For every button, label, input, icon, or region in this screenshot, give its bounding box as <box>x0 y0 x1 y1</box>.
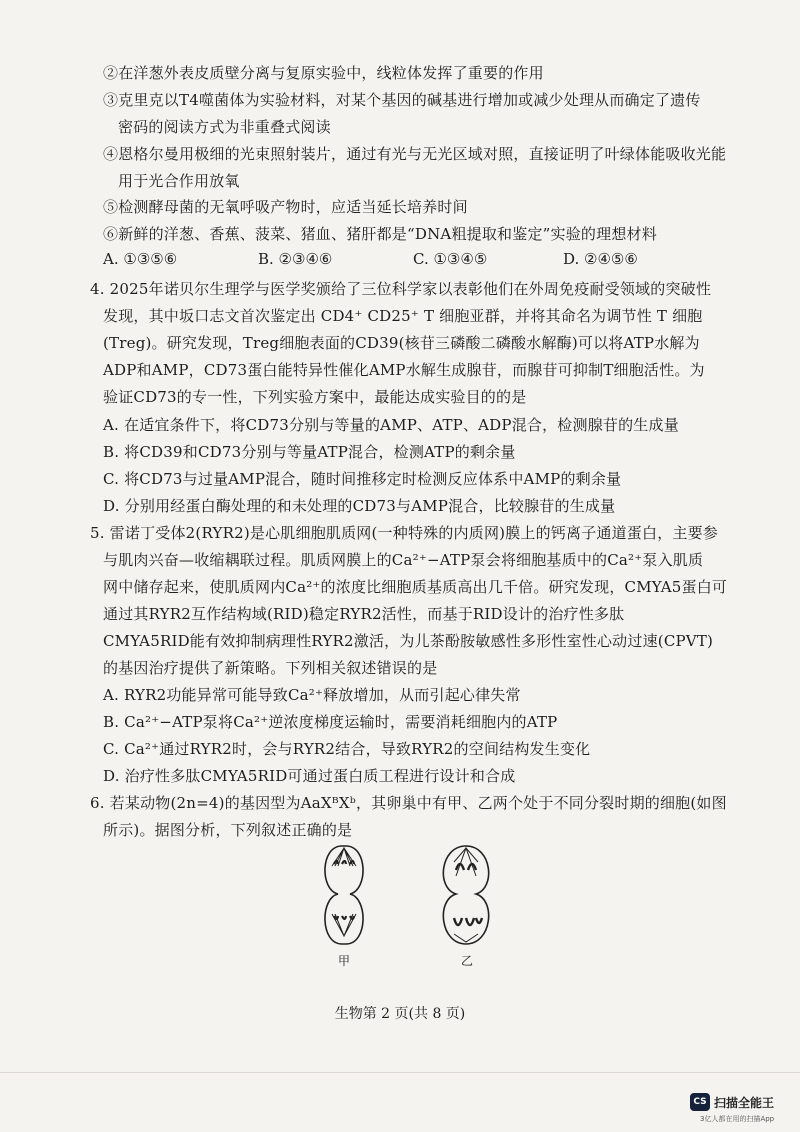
statement-4: ④恩格尔曼用极细的光束照射装片，通过有光与无光区域对照，直接证明了叶绿体能吸收光能 <box>103 145 727 163</box>
q4-stem-3: (Treg)。研究发现，Treg细胞表面的CD39(核苷三磷酸二磷酸水解酶)可以将ATP水解为 <box>103 334 700 352</box>
camscanner-tagline: 3亿人都在用的扫描App <box>700 1115 775 1123</box>
q4-option-d: D. 分别用经蛋白酶处理的和未处理的CD73与AMP混合，比较腺苷的生成量 <box>103 497 616 515</box>
q4-stem-1: 4. 2025年诺贝尔生理学与医学奖颁给了三位科学家以表彰他们在外周免疫耐受领域的突破性 <box>90 280 712 298</box>
statement-2: ②在洋葱外表皮质壁分离与复原实验中，线粒体发挥了重要的作用 <box>103 64 544 82</box>
camscanner-watermark <box>690 1093 790 1129</box>
q5-stem-3: 网中储存起来，使肌质网内Ca²⁺的浓度比细胞质基质高出几千倍。研究发现，CMYA5蛋白可 <box>103 578 728 596</box>
q5-option-b: B. Ca²⁺−ATP泵将Ca²⁺逆浓度梯度运输时，需要消耗细胞内的ATP <box>103 713 558 731</box>
q3-option-d: D. ②④⑤⑥ <box>563 250 638 268</box>
q3-option-c: C. ①③④⑤ <box>413 250 488 268</box>
figure-label-jia: 甲 <box>338 954 351 968</box>
q4-stem-4: ADP和AMP，CD73蛋白能特异性催化AMP水解生成腺苷，而腺苷可抑制T细胞活性。为 <box>103 361 705 379</box>
q4-option-a: A. 在适宜条件下，将CD73分别与等量的AMP、ATP、ADP混合，检测腺苷的生成量 <box>103 416 679 434</box>
cell-division-figure <box>318 840 508 968</box>
page-footer: 生物第 2 页(共 8 页) <box>334 1006 466 1022</box>
q5-option-a: A. RYR2功能异常可能导致Ca²⁺释放增加，从而引起心律失常 <box>103 686 521 704</box>
scan-edge-line <box>0 1072 800 1073</box>
camscanner-name: 扫描全能王 <box>714 1096 775 1110</box>
q4-stem-2: 发现，其中坂口志文首次鉴定出 CD4⁺ CD25⁺ T 细胞亚群，并将其命名为调节性 T 细胞 <box>103 307 703 325</box>
q4-option-c: C. 将CD73与过量AMP混合，随时间推移定时检测反应体系中AMP的剩余量 <box>103 470 622 488</box>
statement-3-cont: 密码的阅读方式为非重叠式阅读 <box>118 118 331 136</box>
q5-option-d: D. 治疗性多肽CMYA5RID可通过蛋白质工程进行设计和合成 <box>103 767 516 785</box>
q5-stem-1: 5. 雷诺丁受体2(RYR2)是心肌细胞肌质网(一种特殊的内质网)膜上的钙离子通道蛋白，主要参 <box>90 524 719 542</box>
q5-stem-5: CMYA5RID能有效抑制病理性RYR2激活，为儿茶酚胺敏感性多形性室性心动过速(CPVT) <box>103 632 714 650</box>
q6-stem-1: 6. 若某动物(2n=4)的基因型为AaXᴮXᵇ，其卵巢中有甲、乙两个处于不同分裂时期的细胞(如图 <box>90 794 727 812</box>
statement-3: ③克里克以T4噬菌体为实验材料，对某个基因的碱基进行增加或减少处理从而确定了遗传 <box>103 91 701 109</box>
q3-option-a: A. ①③⑤⑥ <box>103 250 178 268</box>
q4-stem-5: 验证CD73的专一性，下列实验方案中，最能达成实验目的的是 <box>103 388 527 406</box>
q4-option-b: B. 将CD39和CD73分别与等量ATP混合，检测ATP的剩余量 <box>103 443 516 461</box>
statement-5: ⑤检测酵母菌的无氧呼吸产物时，应适当延长培养时间 <box>103 198 468 216</box>
q5-stem-6: 的基因治疗提供了新策略。下列相关叙述错误的是 <box>103 659 438 677</box>
camscanner-logo-icon: CS <box>690 1093 710 1111</box>
figure-label-yi: 乙 <box>461 954 474 968</box>
statement-4-cont: 用于光合作用放氧 <box>118 172 240 190</box>
q5-option-c: C. Ca²⁺通过RYR2时，会与RYR2结合，导致RYR2的空间结构发生变化 <box>103 740 591 758</box>
q3-options <box>103 250 703 272</box>
statement-6: ⑥新鲜的洋葱、香蕉、菠菜、猪血、猪肝都是“DNA粗提取和鉴定”实验的理想材料 <box>103 225 657 243</box>
q5-stem-4: 通过其RYR2互作结构域(RID)稳定RYR2活性，而基于RID设计的治疗性多肽 <box>103 605 625 623</box>
q3-option-b: B. ②③④⑥ <box>258 250 333 268</box>
q5-stem-2: 与肌肉兴奋—收缩耦联过程。肌质网膜上的Ca²⁺−ATP泵会将细胞基质中的Ca²⁺泵入肌质 <box>103 551 704 569</box>
cell-diagram <box>318 840 508 950</box>
cell-yi <box>443 846 488 944</box>
q6-stem-2: 所示)。据图分析，下列叙述正确的是 <box>103 821 353 839</box>
cell-jia <box>325 846 363 944</box>
